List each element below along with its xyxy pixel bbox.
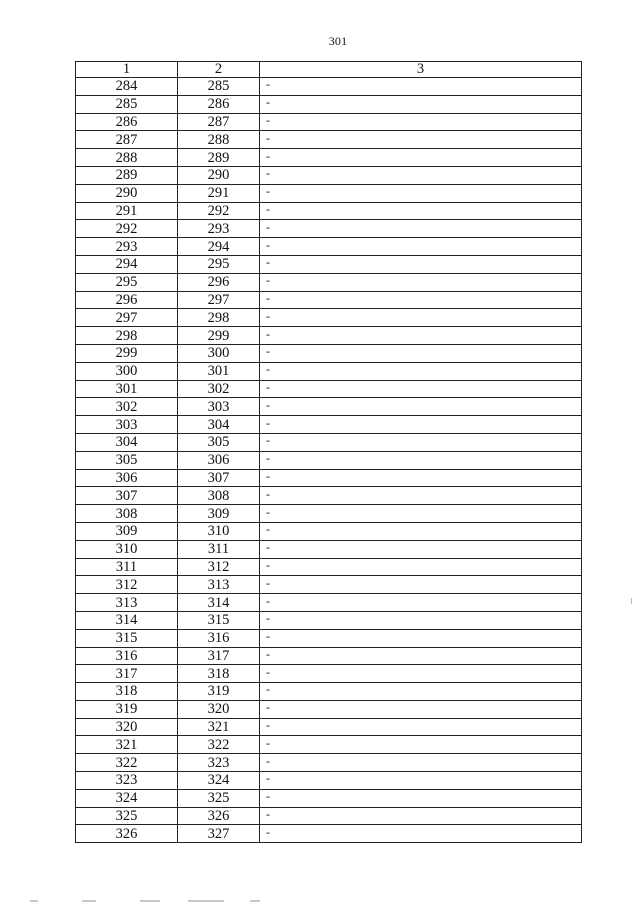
dash-mark: - xyxy=(266,664,270,679)
cell-col-1: 301 xyxy=(76,380,178,398)
table-body xyxy=(76,78,582,843)
table-header-row xyxy=(76,62,582,78)
cell-col-3 xyxy=(260,166,582,184)
cell-col-2: 311 xyxy=(178,540,260,558)
dash-mark: - xyxy=(266,824,270,839)
cell-col-2: 314 xyxy=(178,594,260,612)
cell-col-2: 319 xyxy=(178,683,260,701)
cell-col-3 xyxy=(260,273,582,291)
dash-mark: - xyxy=(266,557,270,572)
table-row xyxy=(76,683,582,701)
cell-col-3 xyxy=(260,362,582,380)
cell-col-2: 323 xyxy=(178,754,260,772)
cell-col-3 xyxy=(260,718,582,736)
dash-mark: - xyxy=(266,789,270,804)
cell-col-2: 301 xyxy=(178,362,260,380)
cell-col-3 xyxy=(260,309,582,327)
cell-col-1: 295 xyxy=(76,273,178,291)
cell-col-2: 300 xyxy=(178,344,260,362)
cell-col-2: 324 xyxy=(178,772,260,790)
column-header-1: 1 xyxy=(76,62,178,78)
cell-col-3 xyxy=(260,825,582,843)
column-header-3: 3 xyxy=(260,62,582,78)
table-row xyxy=(76,202,582,220)
cell-col-3 xyxy=(260,540,582,558)
cell-col-1: 290 xyxy=(76,184,178,202)
cell-col-2: 326 xyxy=(178,807,260,825)
cell-col-3 xyxy=(260,78,582,96)
table-row xyxy=(76,789,582,807)
dash-mark: - xyxy=(266,273,270,288)
table-row xyxy=(76,647,582,665)
dash-mark: - xyxy=(266,593,270,608)
cell-col-2: 289 xyxy=(178,149,260,167)
dash-mark: - xyxy=(266,379,270,394)
scan-artifact xyxy=(631,598,632,604)
cell-col-3 xyxy=(260,469,582,487)
cell-col-2: 325 xyxy=(178,789,260,807)
table-row xyxy=(76,540,582,558)
table-row xyxy=(76,255,582,273)
cell-col-1: 286 xyxy=(76,113,178,131)
cell-col-1: 297 xyxy=(76,309,178,327)
cell-col-1: 302 xyxy=(76,398,178,416)
table-row xyxy=(76,754,582,772)
cell-col-2: 292 xyxy=(178,202,260,220)
table-row xyxy=(76,416,582,434)
dash-mark: - xyxy=(266,611,270,626)
cell-col-1: 311 xyxy=(76,558,178,576)
cell-col-3 xyxy=(260,380,582,398)
cell-col-2: 310 xyxy=(178,522,260,540)
cell-col-3 xyxy=(260,327,582,345)
cell-col-3 xyxy=(260,416,582,434)
dash-mark: - xyxy=(266,575,270,590)
table-row xyxy=(76,273,582,291)
dash-mark: - xyxy=(266,540,270,555)
cell-col-3 xyxy=(260,398,582,416)
cell-col-2: 303 xyxy=(178,398,260,416)
table-row xyxy=(76,451,582,469)
cell-col-2: 321 xyxy=(178,718,260,736)
dash-mark: - xyxy=(266,219,270,234)
table-row xyxy=(76,78,582,96)
cell-col-3 xyxy=(260,95,582,113)
cell-col-3 xyxy=(260,291,582,309)
cell-col-3 xyxy=(260,505,582,523)
table-row xyxy=(76,184,582,202)
dash-mark: - xyxy=(266,735,270,750)
cell-col-2: 315 xyxy=(178,611,260,629)
cell-col-1: 298 xyxy=(76,327,178,345)
table-row xyxy=(76,113,582,131)
dash-mark: - xyxy=(266,95,270,110)
dash-mark: - xyxy=(266,166,270,181)
cell-col-1: 326 xyxy=(76,825,178,843)
table-row xyxy=(76,505,582,523)
table-row xyxy=(76,220,582,238)
cell-col-2: 293 xyxy=(178,220,260,238)
table-row xyxy=(76,344,582,362)
dash-mark: - xyxy=(266,486,270,501)
cell-col-2: 313 xyxy=(178,576,260,594)
table-row xyxy=(76,398,582,416)
cell-col-2: 318 xyxy=(178,665,260,683)
cell-col-3 xyxy=(260,594,582,612)
dash-mark: - xyxy=(266,771,270,786)
cell-col-2: 285 xyxy=(178,78,260,96)
dash-mark: - xyxy=(266,700,270,715)
table-row xyxy=(76,594,582,612)
dash-mark: - xyxy=(266,344,270,359)
table-row xyxy=(76,576,582,594)
table-row xyxy=(76,291,582,309)
table-row xyxy=(76,380,582,398)
cell-col-3 xyxy=(260,807,582,825)
cell-col-1: 306 xyxy=(76,469,178,487)
cell-col-1: 287 xyxy=(76,131,178,149)
dash-mark: - xyxy=(266,718,270,733)
cell-col-1: 308 xyxy=(76,505,178,523)
table-row xyxy=(76,825,582,843)
dash-mark: - xyxy=(266,237,270,252)
table-row xyxy=(76,700,582,718)
cell-col-3 xyxy=(260,754,582,772)
cell-col-2: 286 xyxy=(178,95,260,113)
cell-col-3 xyxy=(260,665,582,683)
dash-mark: - xyxy=(266,753,270,768)
dash-mark: - xyxy=(266,522,270,537)
footer-scan-marks xyxy=(30,900,300,903)
column-header-2: 2 xyxy=(178,62,260,78)
table-row xyxy=(76,736,582,754)
cell-col-1: 318 xyxy=(76,683,178,701)
cell-col-1: 320 xyxy=(76,718,178,736)
cell-col-1: 322 xyxy=(76,754,178,772)
table-row xyxy=(76,166,582,184)
cell-col-1: 310 xyxy=(76,540,178,558)
cell-col-2: 305 xyxy=(178,433,260,451)
cell-col-3 xyxy=(260,611,582,629)
cell-col-3 xyxy=(260,451,582,469)
cell-col-1: 309 xyxy=(76,522,178,540)
cell-col-3 xyxy=(260,576,582,594)
cell-col-1: 325 xyxy=(76,807,178,825)
cell-col-2: 287 xyxy=(178,113,260,131)
cell-col-3 xyxy=(260,433,582,451)
cell-col-3 xyxy=(260,736,582,754)
cell-col-1: 321 xyxy=(76,736,178,754)
dash-mark: - xyxy=(266,290,270,305)
dash-mark: - xyxy=(266,326,270,341)
cell-col-3 xyxy=(260,184,582,202)
cell-col-1: 305 xyxy=(76,451,178,469)
dash-mark: - xyxy=(266,148,270,163)
cell-col-3 xyxy=(260,202,582,220)
table-row xyxy=(76,772,582,790)
cell-col-3 xyxy=(260,558,582,576)
table-row xyxy=(76,487,582,505)
dash-mark: - xyxy=(266,112,270,127)
cell-col-3 xyxy=(260,683,582,701)
dash-mark: - xyxy=(266,362,270,377)
dash-mark: - xyxy=(266,415,270,430)
cell-col-3 xyxy=(260,629,582,647)
table-row xyxy=(76,718,582,736)
cell-col-1: 315 xyxy=(76,629,178,647)
dash-mark: - xyxy=(266,468,270,483)
cell-col-3 xyxy=(260,647,582,665)
cell-col-1: 304 xyxy=(76,433,178,451)
cell-col-3 xyxy=(260,113,582,131)
cell-col-1: 300 xyxy=(76,362,178,380)
cell-col-2: 316 xyxy=(178,629,260,647)
table-row xyxy=(76,469,582,487)
dash-mark: - xyxy=(266,201,270,216)
cell-col-3 xyxy=(260,772,582,790)
cell-col-3 xyxy=(260,700,582,718)
dash-mark: - xyxy=(266,433,270,448)
cell-col-1: 294 xyxy=(76,255,178,273)
cell-col-3 xyxy=(260,238,582,256)
cell-col-1: 289 xyxy=(76,166,178,184)
cell-col-2: 307 xyxy=(178,469,260,487)
cell-col-2: 290 xyxy=(178,166,260,184)
table-row xyxy=(76,665,582,683)
dash-mark: - xyxy=(266,77,270,92)
cell-col-1: 288 xyxy=(76,149,178,167)
cell-col-2: 317 xyxy=(178,647,260,665)
table-row xyxy=(76,327,582,345)
table-row xyxy=(76,362,582,380)
dash-mark: - xyxy=(266,130,270,145)
cell-col-1: 323 xyxy=(76,772,178,790)
cell-col-1: 292 xyxy=(76,220,178,238)
cell-col-1: 285 xyxy=(76,95,178,113)
cell-col-3 xyxy=(260,344,582,362)
cell-col-2: 295 xyxy=(178,255,260,273)
cell-col-2: 296 xyxy=(178,273,260,291)
cell-col-1: 303 xyxy=(76,416,178,434)
dash-mark: - xyxy=(266,451,270,466)
table-row xyxy=(76,238,582,256)
cell-col-3 xyxy=(260,487,582,505)
cell-col-2: 297 xyxy=(178,291,260,309)
cell-col-2: 294 xyxy=(178,238,260,256)
dash-mark: - xyxy=(266,504,270,519)
cell-col-1: 324 xyxy=(76,789,178,807)
cell-col-2: 306 xyxy=(178,451,260,469)
cell-col-2: 304 xyxy=(178,416,260,434)
cell-col-3 xyxy=(260,131,582,149)
dash-mark: - xyxy=(266,629,270,644)
page-number: 301 xyxy=(328,34,348,48)
cell-col-1: 284 xyxy=(76,78,178,96)
cell-col-2: 299 xyxy=(178,327,260,345)
dash-mark: - xyxy=(266,397,270,412)
table-row xyxy=(76,309,582,327)
cell-col-1: 312 xyxy=(76,576,178,594)
cell-col-2: 312 xyxy=(178,558,260,576)
cell-col-1: 317 xyxy=(76,665,178,683)
table-row xyxy=(76,95,582,113)
cell-col-1: 319 xyxy=(76,700,178,718)
dash-mark: - xyxy=(266,646,270,661)
cell-col-1: 299 xyxy=(76,344,178,362)
cell-col-1: 307 xyxy=(76,487,178,505)
data-table xyxy=(75,61,582,843)
cell-col-3 xyxy=(260,255,582,273)
cell-col-1: 291 xyxy=(76,202,178,220)
cell-col-2: 327 xyxy=(178,825,260,843)
dash-mark: - xyxy=(266,807,270,822)
dash-mark: - xyxy=(266,255,270,270)
dash-mark: - xyxy=(266,184,270,199)
dash-mark: - xyxy=(266,682,270,697)
table-row xyxy=(76,522,582,540)
cell-col-2: 320 xyxy=(178,700,260,718)
cell-col-1: 293 xyxy=(76,238,178,256)
table-row xyxy=(76,433,582,451)
cell-col-2: 309 xyxy=(178,505,260,523)
cell-col-3 xyxy=(260,522,582,540)
cell-col-2: 302 xyxy=(178,380,260,398)
cell-col-2: 291 xyxy=(178,184,260,202)
cell-col-1: 316 xyxy=(76,647,178,665)
table-row xyxy=(76,131,582,149)
cell-col-3 xyxy=(260,149,582,167)
table-row xyxy=(76,558,582,576)
dash-mark: - xyxy=(266,308,270,323)
cell-col-2: 308 xyxy=(178,487,260,505)
cell-col-2: 288 xyxy=(178,131,260,149)
cell-col-3 xyxy=(260,789,582,807)
cell-col-1: 313 xyxy=(76,594,178,612)
table-row xyxy=(76,611,582,629)
table-row xyxy=(76,807,582,825)
cell-col-2: 298 xyxy=(178,309,260,327)
table-row xyxy=(76,149,582,167)
table-row xyxy=(76,629,582,647)
cell-col-1: 296 xyxy=(76,291,178,309)
cell-col-1: 314 xyxy=(76,611,178,629)
cell-col-2: 322 xyxy=(178,736,260,754)
cell-col-3 xyxy=(260,220,582,238)
